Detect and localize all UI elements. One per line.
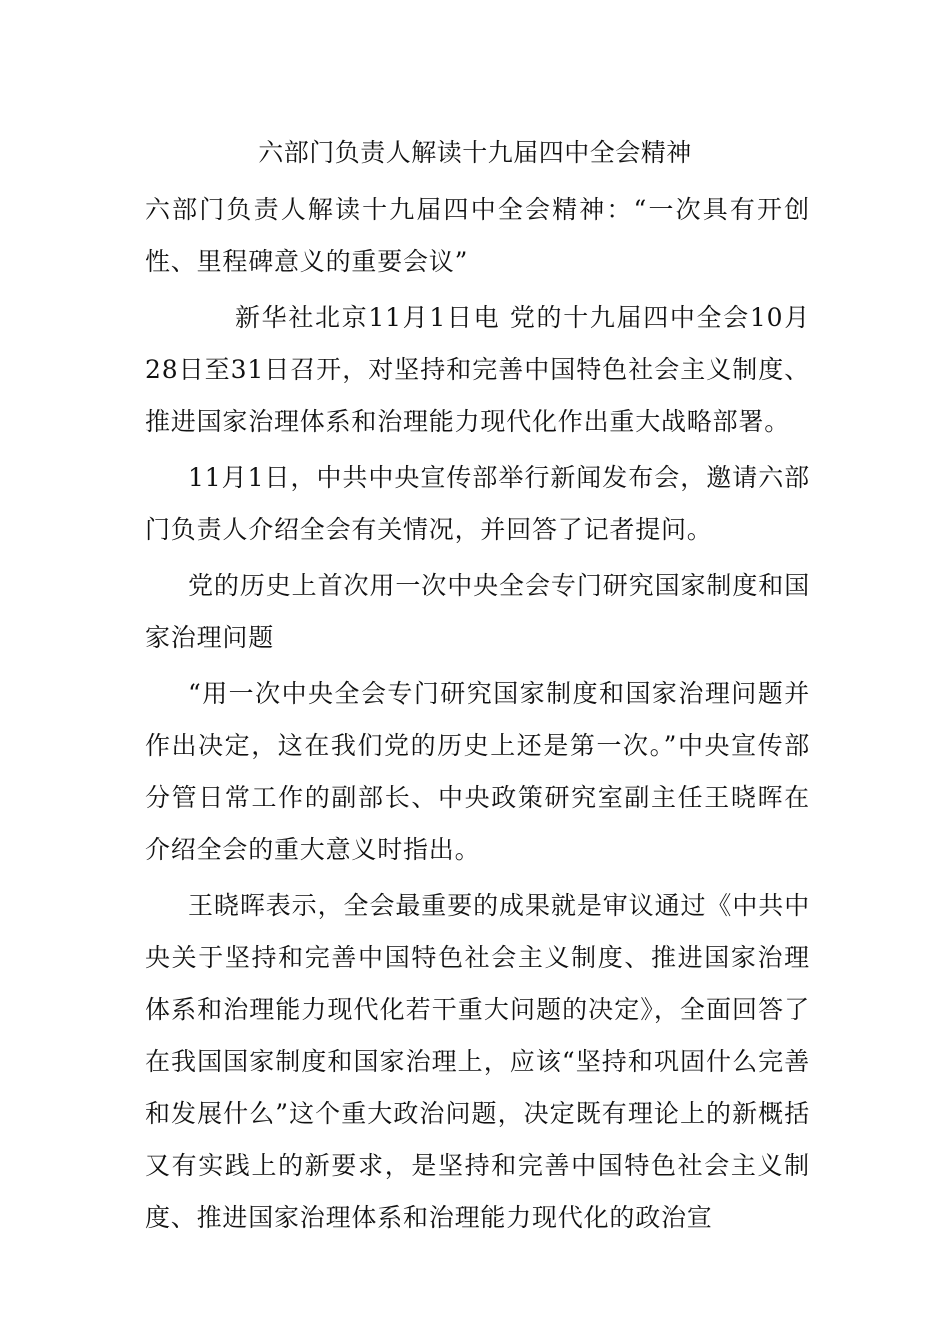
headline-paragraph: 六部门负责人解读十九届四中全会精神：“一次具有开创性、里程碑意义的重要会议” xyxy=(145,195,810,276)
document-body xyxy=(145,184,810,1248)
body-paragraph: 王晓晖表示，全会最重要的成果就是审议通过《中共中央关于坚持和完善中国特色社会主义制度、推进国家治理体系和治理能力现代化若干重大问题的决定》，全面回答了在我国国家制度和国家治理上，应该“坚持和巩固什么完善和发展什么”这个重大政治问题，决定既有理论上的新概括又有实践上的新要求，是坚持和完善中国特色社会主义制度、推进国家治理体系和治理能力现代化的政治宣 xyxy=(145,891,810,1232)
document-title: 六部门负责人解读十九届四中全会精神 xyxy=(258,138,692,167)
quote-paragraph: “用一次中央全会专门研究国家制度和国家治理问题并作出决定，这在我们党的历史上还是第一次。”中央宣传部分管日常工作的副部长、中央政策研究室副主任王晓晖在介绍全会的重大意义时指出。 xyxy=(145,679,810,864)
section-heading-paragraph: 党的历史上首次用一次中央全会专门研究国家制度和国家治理问题 xyxy=(145,571,810,652)
lead-paragraph: 新华社北京11月1日电 党的十九届四中全会10月28日至31日召开，对坚持和完善中国特色社会主义制度、推进国家治理体系和治理能力现代化作出重大战略部署。 xyxy=(145,303,810,436)
body-paragraph: 11月1日，中共中央宣传部举行新闻发布会，邀请六部门负责人介绍全会有关情况，并回答了记者提问。 xyxy=(145,463,810,544)
